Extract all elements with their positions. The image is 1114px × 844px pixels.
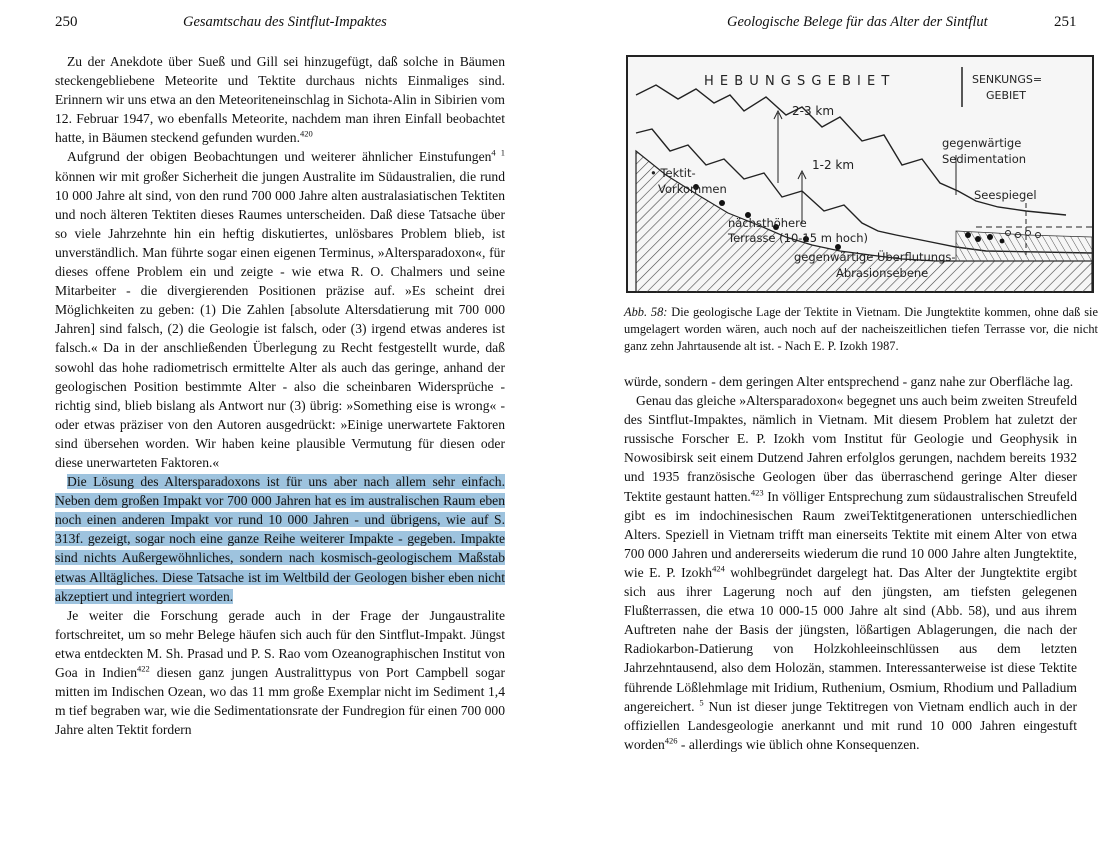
paragraph: Genau das gleiche »Altersparadoxon« begegnet uns auch beim zweiten Streufeld des Sintflut-Impaktes, nämlich in Vietnam. Mit diesem Problem hat zuletzt der russische Forscher E. P. Izokh vom Institut für Geologie und Geophysik in Nowosibirsk seit einem Dutzend Jahren erfolglos gerungen, nachdem bereits 1932 und 1935 französische Geologen über das überraschend geringe Alter dieser Tektite gestaunt hatten.$^{423}$ In völliger Entsprechung zum südaustralischen Streufeld gibt es im indochinesischen Raum zweiTektitgenerationen unterschiedlichen Alters. Speziell in Vietnam trifft man einerseits Tektite mit einem Alter von etwa 700 000 Jahren und andererseits wiederum die rund 10 000 Jahre alten Jungtektite, wie E. P. Izokh$^{424}$ wohlbegründet dargelegt hat. Das Alter der Jungtektite ergibt sich aus ihrer Lagerung noch auf den jüngsten, am tiefsten gelegenen Flußterrassen, die etwa 10 000-15 000 Jahre alt sind (Abb. 58), und aus ihrem Auftreten nahe der Basis der jüngsten, lößartigen Ablagerungen, die nach der Radiokarbon-Datierung von Holzkohleeinschlüssen aus dem letzten Jahrzehntausend, also dem Holozän, stammen. Interessanterweise ist diese Tektite führende Lößlehmlage mit Iridium, Ruthenium, Osmium, Rhodium und Palladium angereichert. $^5$ Nun ist dieser junge Tektitregen von Vietnam endlich auch in der offiziellen Landesgeologie anerkannt und mit rund 10 000 Jahren eingestuft worden$^{426}$ - allerdings wie üblich ohne Konsequenzen. xyxy=(624,393,1077,752)
geology-figure xyxy=(626,55,1094,293)
label-sedimentation-2: Sedimentation xyxy=(942,152,1027,166)
label-senkungsgebiet-2: GEBIET xyxy=(986,89,1026,102)
left-text-column xyxy=(55,52,505,739)
paragraph: Zu der Anekdote über Sueß und Gill sei hinzugefügt, daß solche in Bäumen steckengebliebene Meteorite und Tektite durchaus nichts Einmaliges sind. Erinnern wir uns etwa an den Meteoriteneinschlag in Sichota-Alin in Sibirien vom 12. Februar 1947, wo ebenfalls Meteorite, nachdem man ihren Einfall beobachtet hatte, in Bäumen steckend gefunden wurden.$^{420}$ xyxy=(55,54,505,146)
paragraph: Je weiter die Forschung gerade auch in der Frage der Jungaustralite fortschreitet, um so mehr Belege häufen sich auch für den Sintflut-Impakt. Jüngst etwa entdeckten M. Sh. Prasad und P. S. Rao vom Ozeanographischen Institut von Goa in Indien$^{422}$ diesen ganz jungen Australittypus von Port Campbell sogar mitten im Indischen Ozean, wo das 11 mm große Exemplar nicht im Sediment 1,4 m tief begraben war, wie die Sedimentationsrate der Fundregion für einen 700 000 Jahre alten Tektit fordern xyxy=(55,607,505,738)
highlighted-paragraph[interactable]: Die Lösung des Altersparadoxons ist für uns aber nach allem sehr einfach. Neben dem großen Impakt vor 700 000 Jahren hat es im australischen Raum eben noch einen anderen Impakt vor rund 10 000 Jahren - und übrigens, wie auf S. 313f. gezeigt, sogar noch eine ganze Reihe weiterer Impakte - gegeben. Impakte sind nichts Außergewöhnliches, sondern nach kosmisch-geologischem Maßstab etwas Alltägliches. Diese Tatsache ist im Weltbild der Geologen bisher eben nicht akzeptiert und integriert worden. xyxy=(55,474,505,604)
label-depth-2: 1-2 km xyxy=(812,158,855,172)
label-senkungsgebiet-1: SENKUNGS= xyxy=(972,73,1043,86)
label-tektit-2: Vorkommen xyxy=(658,182,727,196)
label-depth-1: 2-3 km xyxy=(792,104,835,118)
paragraph: würde, sondern - dem geringen Alter entsprechend - ganz nahe zur Oberfläche lag. xyxy=(624,374,1074,389)
paragraph: Aufgrund der obigen Beobachtungen und weiterer ähnlicher Einstufungen$^{4 1}$ können wir mit großer Sicherheit die jungen Australite im Südaustralien, die rund 10 000 Jahre alt sind, von den rund 700 000 Jahre alten australasiatischen Tektiten und noch älteren Tektiten dieses Raumes unterscheiden. Daß diese Tatsache über so viele Jahrzehnte hin ein heftig diskutiertes, unlösbares Problem blieb, ist unverständlich. Man führte sogar einen eigenen Terminus, »Altersparadoxon«, für dieses offene Problem ein und zeigte - wie etwa R. O. Chalmers und seine Mitarbeiter - die divergierenden Positionen präzise auf. »Es scheint drei Möglichkeiten zu geben: (1) Die Zahlen [absolute Altersdatierung mit 700 000 Jahren] sind falsch, (2) die Geologie ist falsch, oder (3) irgend etwas anderes ist falsch.« Da in der anschließenden Überlegung zu Recht festgestellt wurde, daß sowohl das hohe radiometrisch ermittelte Alter als auch das geringe, anhand der geologischen Position bestimmte Alter - also die scheinbaren Widersprüche - richtig sind, blieb bislang als Antwort nur (3) übrig: »Something eise is wrong« - oder etwas präziser von den Autoren ausgedrückt: »Einige unerwartete Faktoren sind übersehen worden. Wir haben keine plausible Vermutung für diesen oder diese unerwarteten Faktoren.« xyxy=(55,147,506,470)
figure-caption: Abb. 58: Die geologische Lage der Tektite in Vietnam. Die Jungtektite kommen, ohne daß sie umgelagert worden wären, auch noch auf der nacheiszeitlichen tiefen Terrasse vor, die nicht ganz zehn Jahrtausende alt ist. - Nach E. P. Izokh 1987. xyxy=(624,305,1098,353)
running-title-left: Gesamtschau des Sintflut-Impaktes xyxy=(183,14,387,30)
label-sedimentation-1: gegenwärtige xyxy=(942,136,1022,150)
running-title-right: Geologische Belege für das Alter der Sintflut xyxy=(727,14,988,30)
label-abrasion-2: Abrasionsebene xyxy=(836,266,929,280)
page-number-right: 251 xyxy=(1054,14,1077,30)
label-tektit-1: • Tektit- xyxy=(650,166,696,180)
label-terrasse-1: nächsthöhere xyxy=(728,216,807,230)
label-terrasse-2: Terrasse (10-15 m hoch) xyxy=(728,231,868,245)
right-page xyxy=(560,0,1114,844)
label-abrasion-1: gegenwärtige Überflutungs- xyxy=(794,250,956,264)
label-seespiegel: Seespiegel xyxy=(974,188,1037,202)
label-hebungsgebiet: H E B U N G S G E B I E T xyxy=(704,74,891,89)
page-number-left: 250 xyxy=(55,14,78,30)
right-text-column xyxy=(624,372,1077,754)
